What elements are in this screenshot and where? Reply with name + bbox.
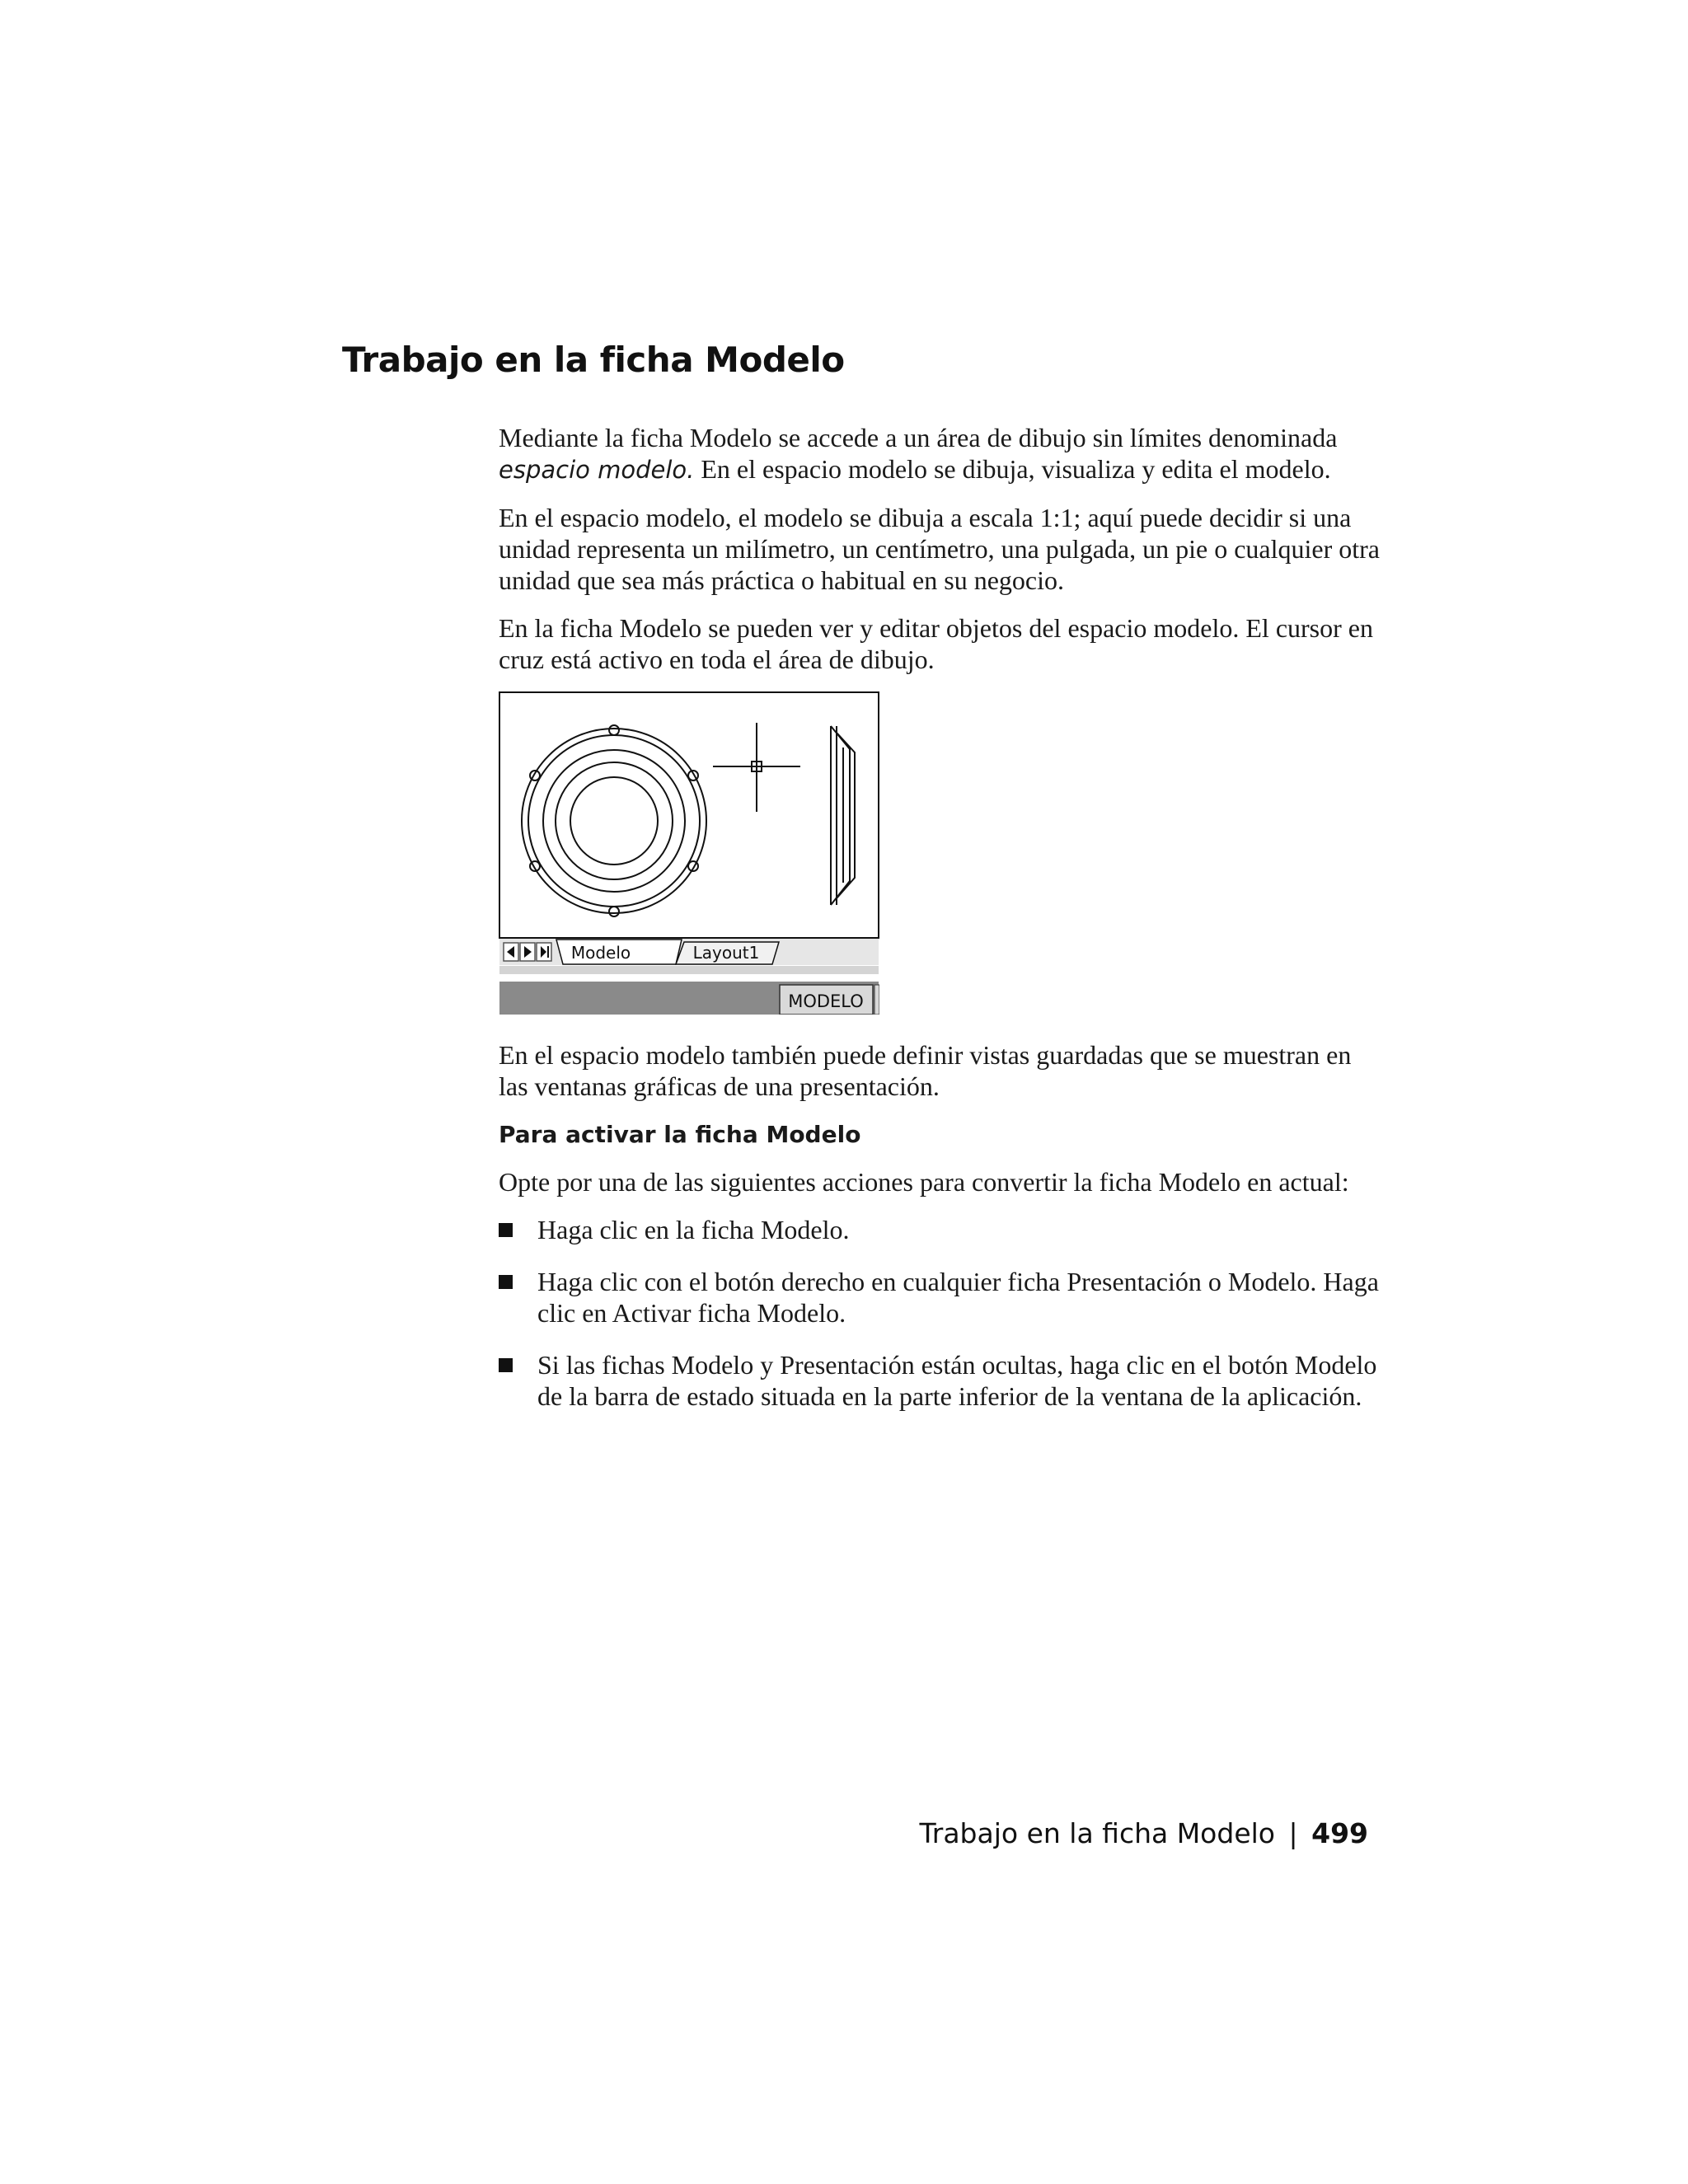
step-text: Si las fichas Modelo y Presentación están ocultas, haga clic en el botón Modelo de la barra de estado situada en la parte inferior de la ventana de la aplicación. bbox=[537, 1350, 1377, 1411]
tab-layout1[interactable] bbox=[676, 942, 779, 964]
intro-text-end: En el espacio modelo se dibuja, visualiza y edita el modelo. bbox=[694, 454, 1331, 484]
page-number: 499 bbox=[1311, 1817, 1368, 1849]
tab-modelo[interactable] bbox=[556, 940, 682, 964]
main-content bbox=[499, 422, 1385, 1432]
model-tab-screenshot bbox=[499, 691, 879, 1015]
tab-layout1-label: Layout1 bbox=[692, 943, 760, 963]
procedure-intro: Opte por una de las siguientes acciones para convertir la ficha Modelo en actual: bbox=[499, 1167, 1349, 1197]
tab-scroll-last-button[interactable] bbox=[537, 943, 551, 961]
term-espacio-modelo: espacio modelo. bbox=[499, 456, 695, 484]
list-item bbox=[499, 1349, 1385, 1412]
list-item bbox=[499, 1214, 1385, 1245]
intro-text: Mediante la ficha Modelo se accede a un área de dibujo sin límites denominada bbox=[499, 423, 1338, 452]
bullet-square-icon bbox=[499, 1358, 513, 1372]
scale-paragraph: En el espacio modelo, el modelo se dibuja a escala 1:1; aquí puede decidir si una unidad representa un milímetro, un centímetro, una pulgada, un pie o cualquier otra unidad que sea más práctica o habitual en su negocio. bbox=[499, 503, 1380, 595]
footer-section-title: Trabajo en la ficha Modelo bbox=[919, 1817, 1275, 1849]
cursor-paragraph: En la ficha Modelo se pueden ver y editar objetos del espacio modelo. El cursor en cruz está activo en toda el área de dibujo. bbox=[499, 613, 1373, 674]
bullet-square-icon bbox=[499, 1223, 513, 1237]
step-text: Haga clic en la ficha Modelo. bbox=[537, 1215, 850, 1244]
footer-separator: | bbox=[1288, 1817, 1298, 1849]
step-text: Haga clic con el botón derecho en cualquier ficha Presentación o Modelo. Haga clic en Activar ficha Modelo. bbox=[537, 1267, 1379, 1328]
procedure-steps bbox=[499, 1214, 1385, 1412]
modelo-status-button[interactable] bbox=[780, 985, 873, 1015]
tab-scroll-first-button[interactable] bbox=[504, 943, 518, 961]
intro-paragraph bbox=[499, 422, 1385, 485]
tab-scroll-next-button[interactable] bbox=[520, 943, 535, 961]
list-item bbox=[499, 1266, 1385, 1329]
page-title: Trabajo en la ficha Modelo bbox=[342, 340, 845, 380]
tab-modelo-label: Modelo bbox=[570, 943, 631, 963]
saved-views-paragraph: En el espacio modelo también puede definir vistas guardadas que se muestran en las ventanas gráficas de una presentación. bbox=[499, 1040, 1352, 1101]
bullet-square-icon bbox=[499, 1275, 513, 1289]
procedure-heading: Para activar la ficha Modelo bbox=[499, 1121, 861, 1148]
page-footer bbox=[919, 1817, 1368, 1849]
modelo-status-label: MODELO bbox=[788, 991, 864, 1011]
